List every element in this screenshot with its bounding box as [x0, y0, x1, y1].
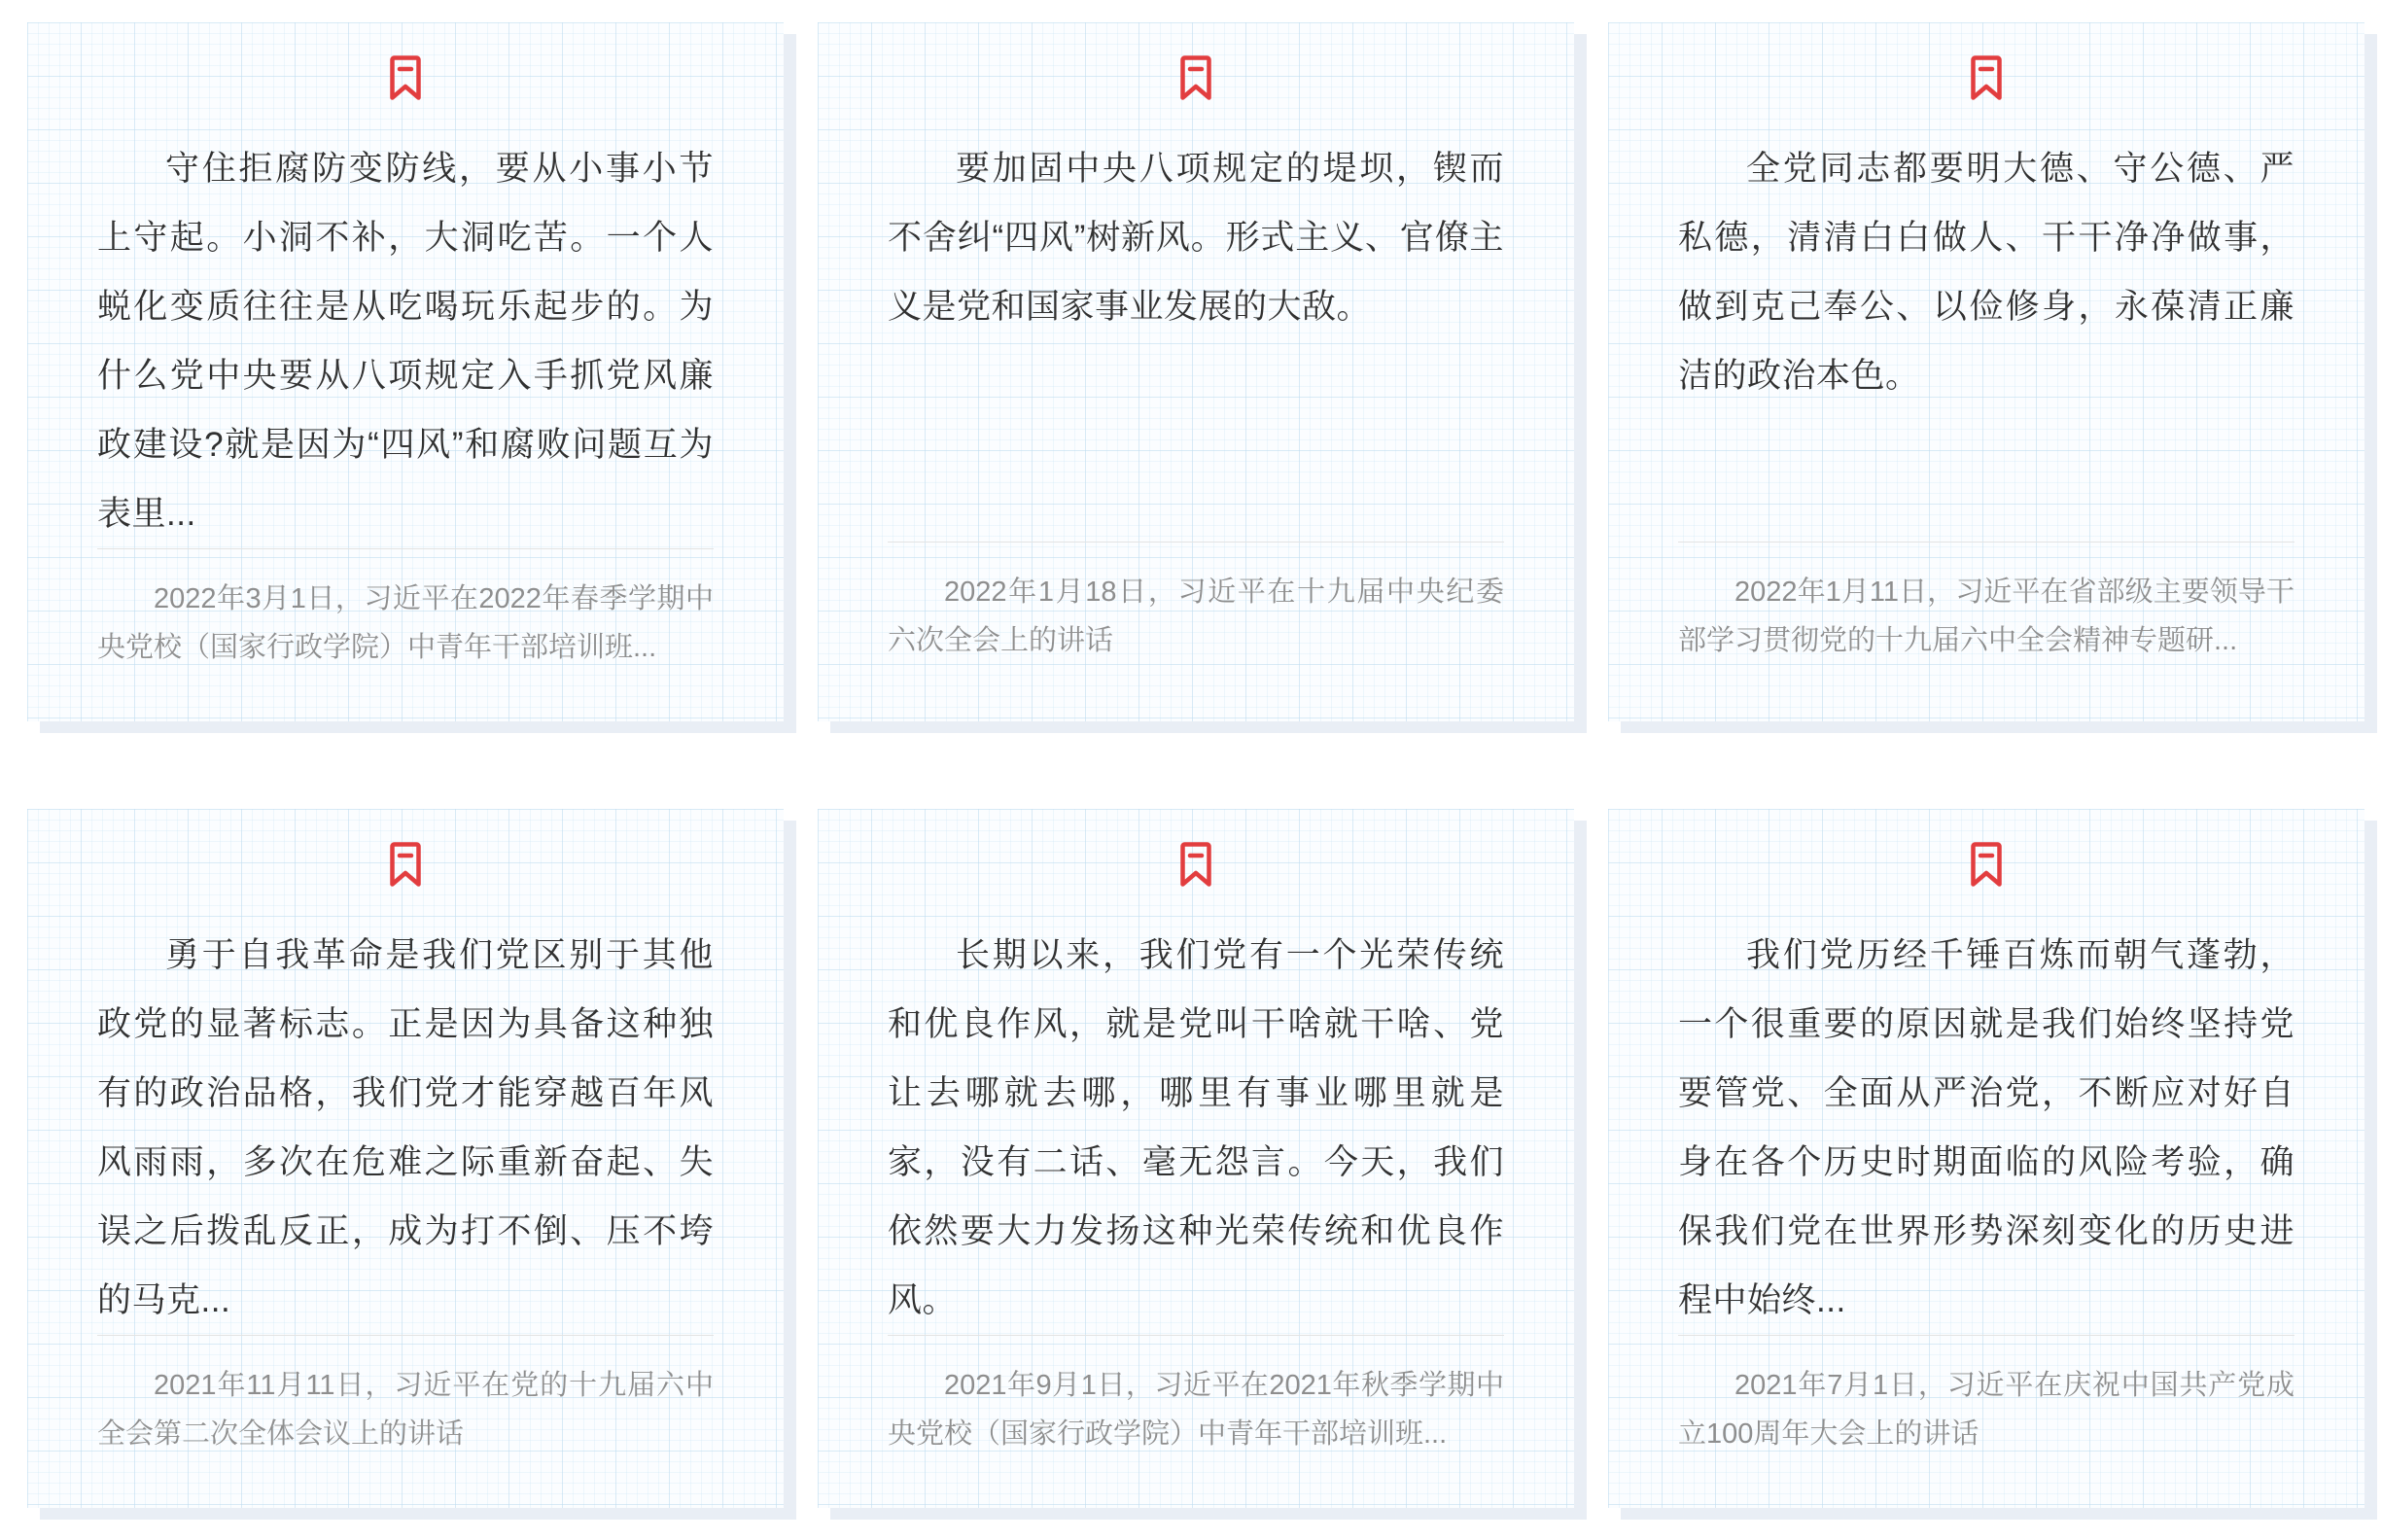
- bookmark-icon: [1178, 53, 1213, 102]
- quote-card[interactable]: [1608, 22, 2364, 721]
- quote-card[interactable]: [27, 809, 784, 1508]
- quote-source: 2022年1月11日，习近平在省部级主要领导干部学习贯彻党的十九届六中全会精神专题研...: [1678, 542, 2294, 665]
- quote-card[interactable]: [818, 809, 1574, 1508]
- bookmark-icon: [1178, 840, 1213, 889]
- quote-text: 守住拒腐防变防线，要从小事小节上守起。小洞不补，大洞吃苦。一个人蜕化变质往往是从吃喝玩乐起步的。为什么党中央要从八项规定入手抓党风廉政建设?就是因为“四风”和腐败问题互为表里...: [97, 150, 714, 533]
- quote-text: 我们党历经千锤百炼而朝气蓬勃，一个很重要的原因就是我们始终坚持党要管党、全面从严治党，不断应对好自身在各个历史时期面临的风险考验，确保我们党在世界形势深刻变化的历史进程中始终...: [1678, 936, 2294, 1319]
- bookmark-icon: [388, 840, 423, 889]
- quote-text: 全党同志都要明大德、守公德、严私德，清清白白做人、干干净净做事，做到克己奉公、以俭修身，永葆清正廉洁的政治本色。: [1678, 150, 2294, 395]
- bookmark-icon: [1969, 840, 2004, 889]
- quote-text: 要加固中央八项规定的堤坝，锲而不舍纠“四风”树新风。形式主义、官僚主义是党和国家事业发展的大敌。: [888, 150, 1504, 326]
- quote-text: 长期以来，我们党有一个光荣传统和优良作风，就是党叫干啥就干啥、党让去哪就去哪，哪里有事业哪里就是家，没有二话、毫无怨言。今天，我们依然要大力发扬这种光荣传统和优良作风。: [888, 936, 1504, 1319]
- quote-card[interactable]: [27, 22, 784, 721]
- quote-source: 2022年1月18日，习近平在十九届中央纪委六次全会上的讲话: [888, 542, 1504, 665]
- quote-text: 勇于自我革命是我们党区别于其他政党的显著标志。正是因为具备这种独有的政治品格，我们党才能穿越百年风风雨雨，多次在危难之际重新奋起、失误之后拨乱反正，成为打不倒、压不垮的马克...: [97, 936, 714, 1319]
- quote-card[interactable]: [1608, 809, 2364, 1508]
- quote-source: 2022年3月1日，习近平在2022年春季学期中央党校（国家行政学院）中青年干部培训班...: [97, 548, 714, 672]
- quote-source: 2021年9月1日，习近平在2021年秋季学期中央党校（国家行政学院）中青年干部培训班...: [888, 1335, 1504, 1458]
- quote-card[interactable]: [818, 22, 1574, 721]
- quote-source: 2021年7月1日，习近平在庆祝中国共产党成立100周年大会上的讲话: [1678, 1335, 2294, 1458]
- bookmark-icon: [1969, 53, 2004, 102]
- quote-source: 2021年11月11日，习近平在党的十九届六中全会第二次全体会议上的讲话: [97, 1335, 714, 1458]
- bookmark-icon: [388, 53, 423, 102]
